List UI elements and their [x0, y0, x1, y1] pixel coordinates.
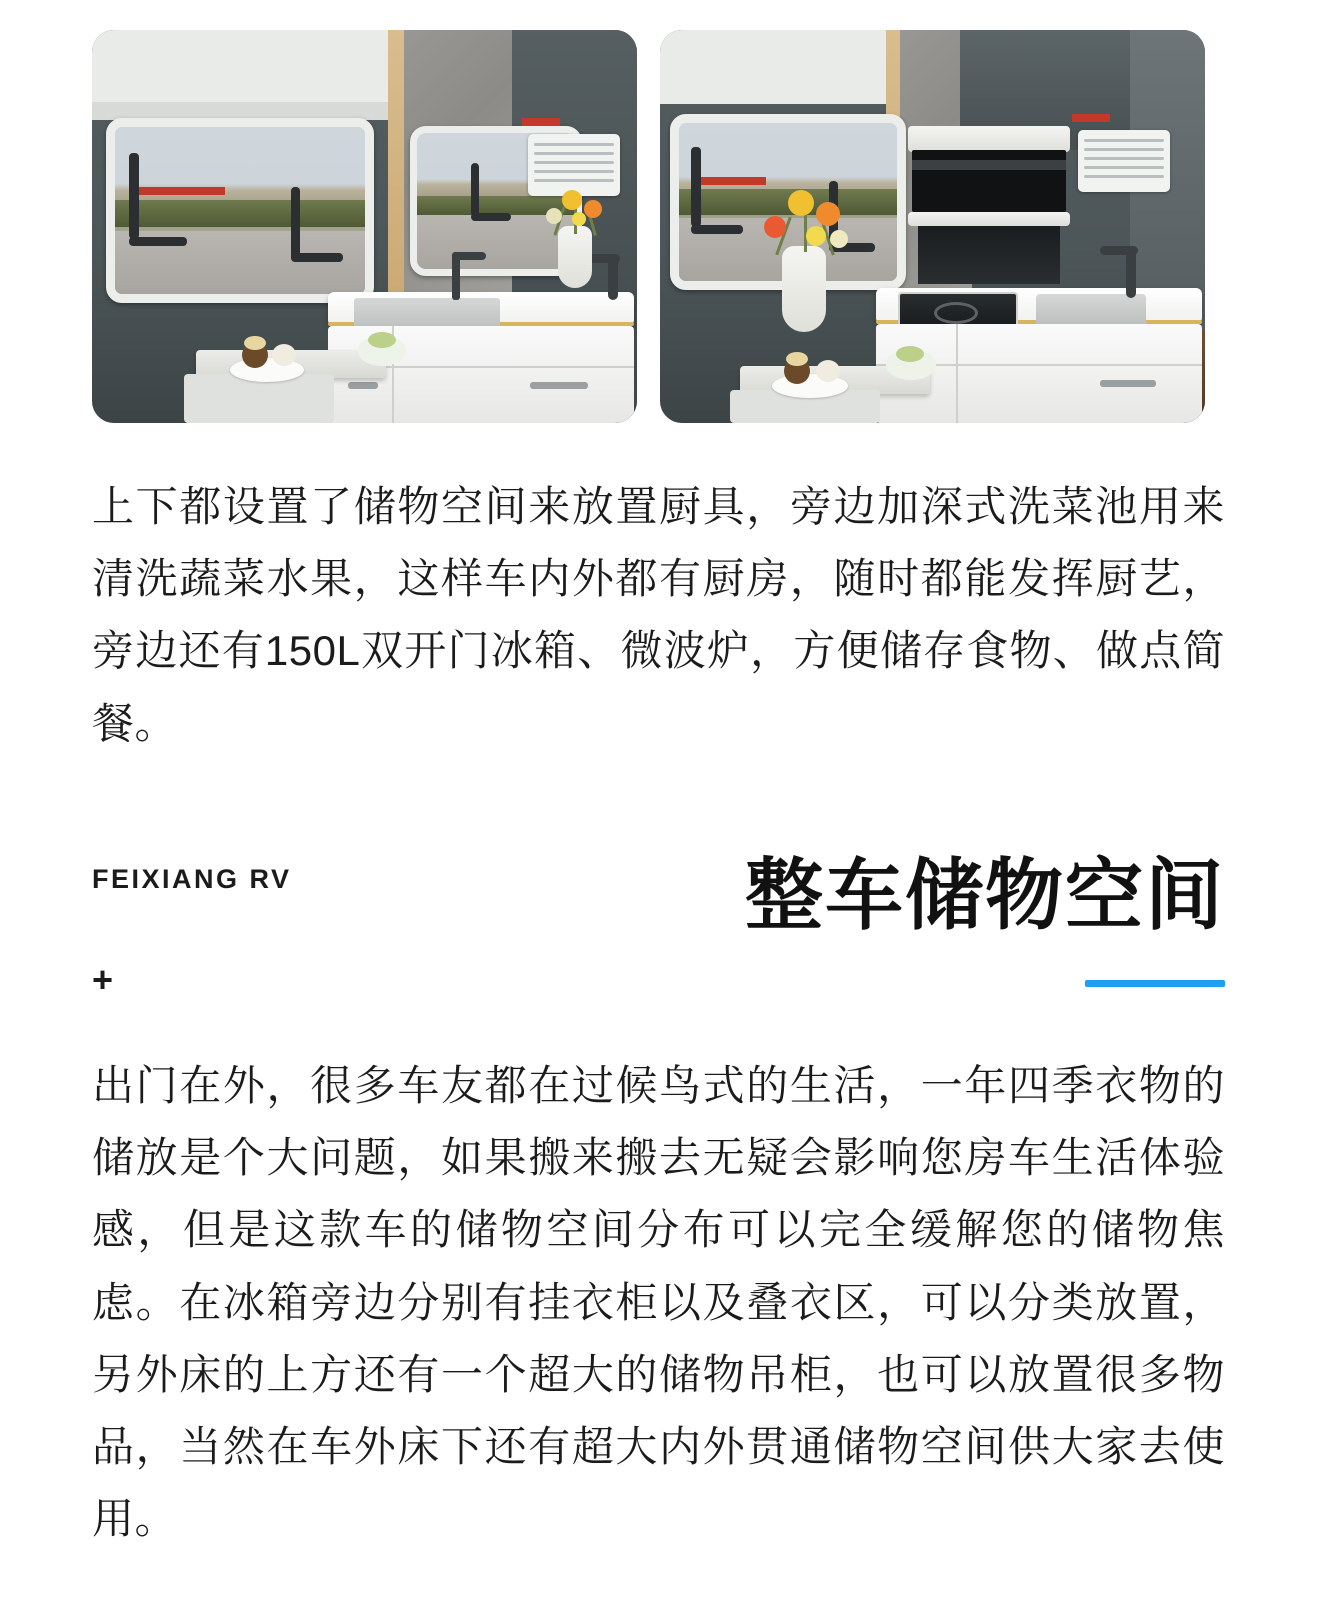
- rv-kitchen-stove-photo[interactable]: [660, 30, 1205, 423]
- section-heading-block: [0, 852, 1317, 1042]
- brand-label: FEIXIANG RV: [92, 863, 292, 894]
- page-title: 整车储物空间: [744, 850, 1225, 939]
- paragraph-whole-vehicle-storage: 出门在外，很多车友都在过候鸟式的生活，一年四季衣物的储放是个大问题，如果搬来搬去无疑会影响您房车生活体验感，但是这款车的储物空间分布可以完全缓解您的储物焦虑。在冰箱旁边分别有挂衣柜以及叠衣区，可以分类放置，另外床的上方还有一个超大的储物吊柜，也可以放置很多物品，当然在车外床下还有超大内外贯通储物空间供大家去使用。: [92, 1061, 1225, 1543]
- kitchen-scene-stove: [660, 30, 1205, 423]
- rv-kitchen-sink-photo[interactable]: [92, 30, 637, 423]
- paragraph-kitchen-storage: 上下都设置了储物空间来放置厨具，旁边加深式洗菜池用来清洗蔬菜水果，这样车内外都有厨房，随时都能发挥厨艺，旁边还有150L双开门冰箱、微波炉，方便储存食物、做点简餐。: [92, 483, 1225, 747]
- air-vent-icon: [528, 134, 620, 196]
- air-vent-icon: [1078, 130, 1170, 192]
- microwave-unit: [908, 126, 1070, 152]
- photo-row: [0, 0, 1317, 423]
- kitchen-scene-sink: [92, 30, 637, 423]
- title-underline-accent: [1085, 980, 1225, 987]
- plus-icon: +: [92, 958, 114, 1000]
